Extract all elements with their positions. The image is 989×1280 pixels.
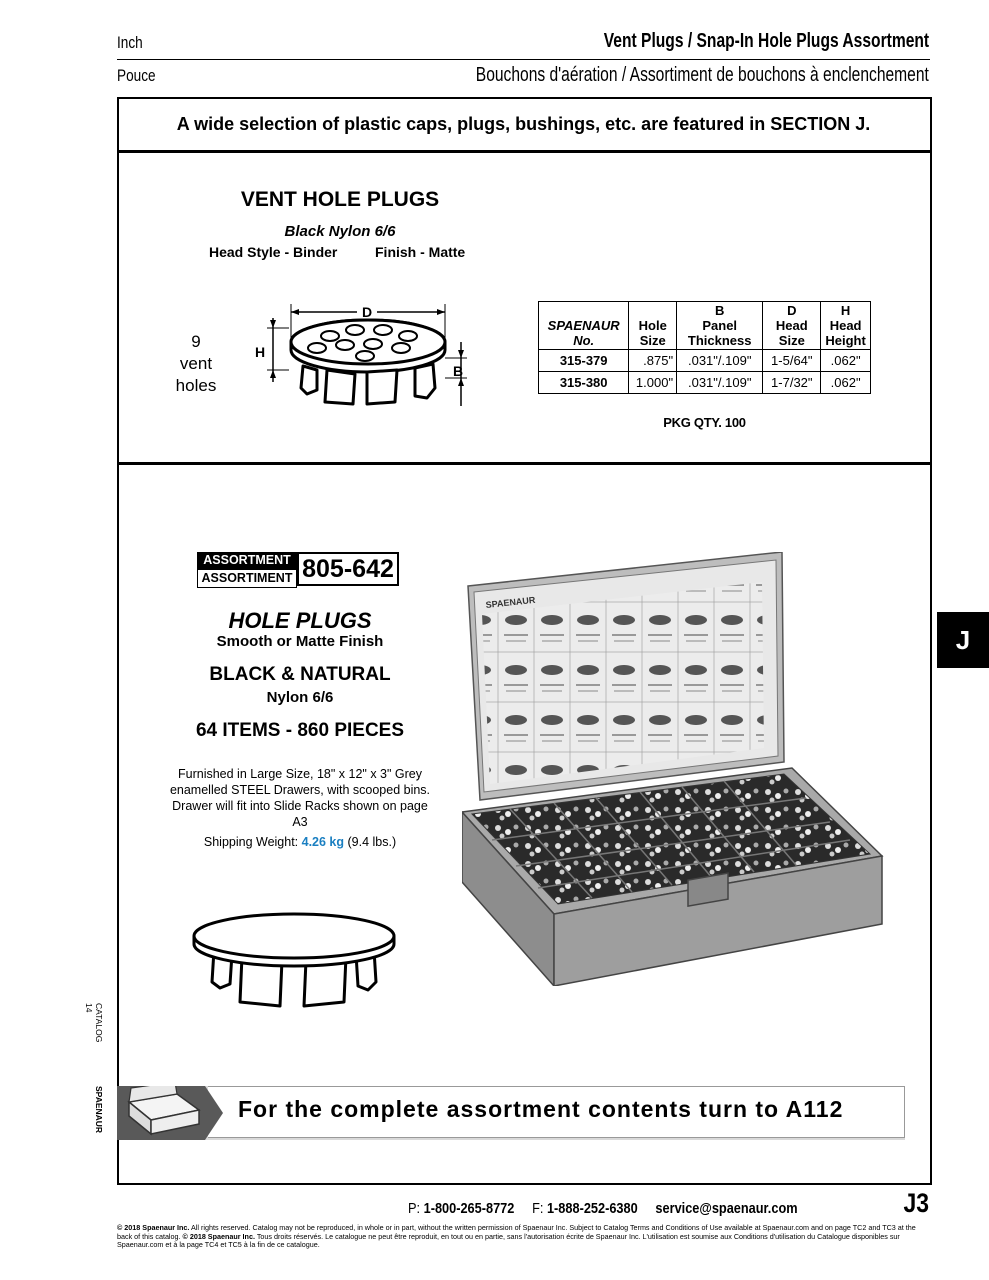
table-cell: 315-380 [539,372,629,394]
phone-number[interactable]: 1-800-265-8772 [423,1200,515,1217]
side-catalog-label: CATALOG 14 [84,1003,104,1043]
assortment-number: 805-642 [297,552,399,586]
table-cell: .062" [821,372,871,394]
shipping-kg: 4.26 kg [301,835,345,849]
vent-material: Black Nylon 6/6 [284,223,396,240]
page-number: J3 [903,1188,929,1218]
table-cell: 315-379 [539,350,629,372]
vent-title: VENT HOLE PLUGS [240,188,440,211]
copyright-fr: Tous droits réservés. Le catalogue ne peut être reproduit, en tout ou en partie, sans l'autorisation écrite de Spaenaur Inc. L'utilisation est soumise aux Conditions d'utilisation du Catalogue disponibles sur Spaenaur.com et à la page TC4 et TC5 à la fin de ce catalogue. [117,1231,900,1249]
vent-plug-drawing [245,298,470,414]
holes-word: holes [175,376,217,395]
vent-head-style: Head Style - Binder [209,244,338,260]
dim-b-label: B [453,363,464,379]
fax-label: F: [532,1200,544,1217]
copyright-en-bold: © 2018 Spaenaur Inc. [117,1223,190,1232]
vent-word: vent [179,354,213,373]
drawer-brand: SPAENAUR [485,594,536,610]
assortment-drawer-image [462,552,890,986]
shipping-weight [168,835,432,849]
table-cell: 1-5/64" [763,350,821,372]
section-divider-1 [117,150,930,153]
vent-finish: Finish - Matte [375,244,466,260]
assortment-badge-en: ASSORTMENT [197,552,297,569]
table-row [539,350,871,372]
hole-plug-drawing [190,906,400,1012]
assortment-description: Furnished in Large Size, 18" x 12" x 3" Grey enamelled STEEL Drawers, with scooped bins. Drawer will fit into Slide Racks shown on page A3 [169,767,431,829]
table-cell: .031"/.109" [677,372,763,394]
table-header-cell: H Head Height [821,302,871,350]
table-header-row [539,302,871,350]
shipping-lbs: (9.4 lbs.) [344,835,397,849]
assortment-title: HOLE PLUGS [228,608,372,633]
section-tab-j[interactable]: J [937,612,989,668]
section-divider-2 [117,462,930,465]
table-header-cell: B Panel Thickness [677,302,763,350]
footer-copyright [117,1224,930,1250]
fax-number[interactable]: 1-888-252-6380 [546,1200,638,1217]
section-notice: A wide selection of plastic caps, plugs, bushings, etc. are featured in SECTION J. [176,114,871,134]
banner-text: For the complete assortment contents turn to A112 [238,1096,844,1122]
shipping-label: Shipping Weight: [203,835,302,849]
email-link[interactable]: service@spaenaur.com [655,1200,798,1217]
table-cell: .031"/.109" [677,350,763,372]
unit-label-en: Inch [117,33,143,52]
assortment-finish: Smooth or Matte Finish [216,633,384,650]
table-cell: 1.000" [629,372,677,394]
copyright-en: All rights reserved. Catalog may not be reproduced, in whole or in part, without the written permission of Spaenaur Inc. Subject to Catalog Terms and Conditions of Use available at Spaenaur.com and on page TC2 and TC3 at the back of this catalog. [117,1223,916,1241]
assortment-material: Nylon 6/6 [266,689,334,706]
side-brand-label: SPAENAUR [94,1086,104,1134]
page-title-fr: Bouchons d'aération / Assortiment de bouchons à enclenchement [475,64,929,86]
assortment-badge-fr: ASSORTIMENT [197,569,297,588]
table-header-cell: SPAENAUR No. [539,302,629,350]
table-header-cell: D Head Size [763,302,821,350]
table-row [539,372,871,394]
table-cell: 1-7/32" [763,372,821,394]
header-divider [117,59,930,60]
table-cell: .875" [629,350,677,372]
dim-h-label: H [255,344,266,360]
assortment-colors: BLACK & NATURAL [209,664,391,685]
copyright-fr-bold: © 2018 Spaenaur Inc. [182,1231,255,1241]
pkg-qty: PKG QTY. 100 [663,415,746,430]
vent-count-label [160,331,232,397]
banner-drawer-icon [117,1086,225,1140]
dim-d-label: D [361,304,373,320]
vent-spec-table [538,301,871,394]
vent-count: 9 [191,332,201,351]
assortment-count: 64 ITEMS - 860 PIECES [195,720,405,741]
table-cell: .062" [821,350,871,372]
unit-label-fr: Pouce [117,66,156,85]
phone-label: P: [408,1200,421,1217]
page-title-en: Vent Plugs / Snap-In Hole Plugs Assortment [603,30,929,52]
footer-contact [408,1200,798,1217]
table-header-cell: Hole Size [629,302,677,350]
